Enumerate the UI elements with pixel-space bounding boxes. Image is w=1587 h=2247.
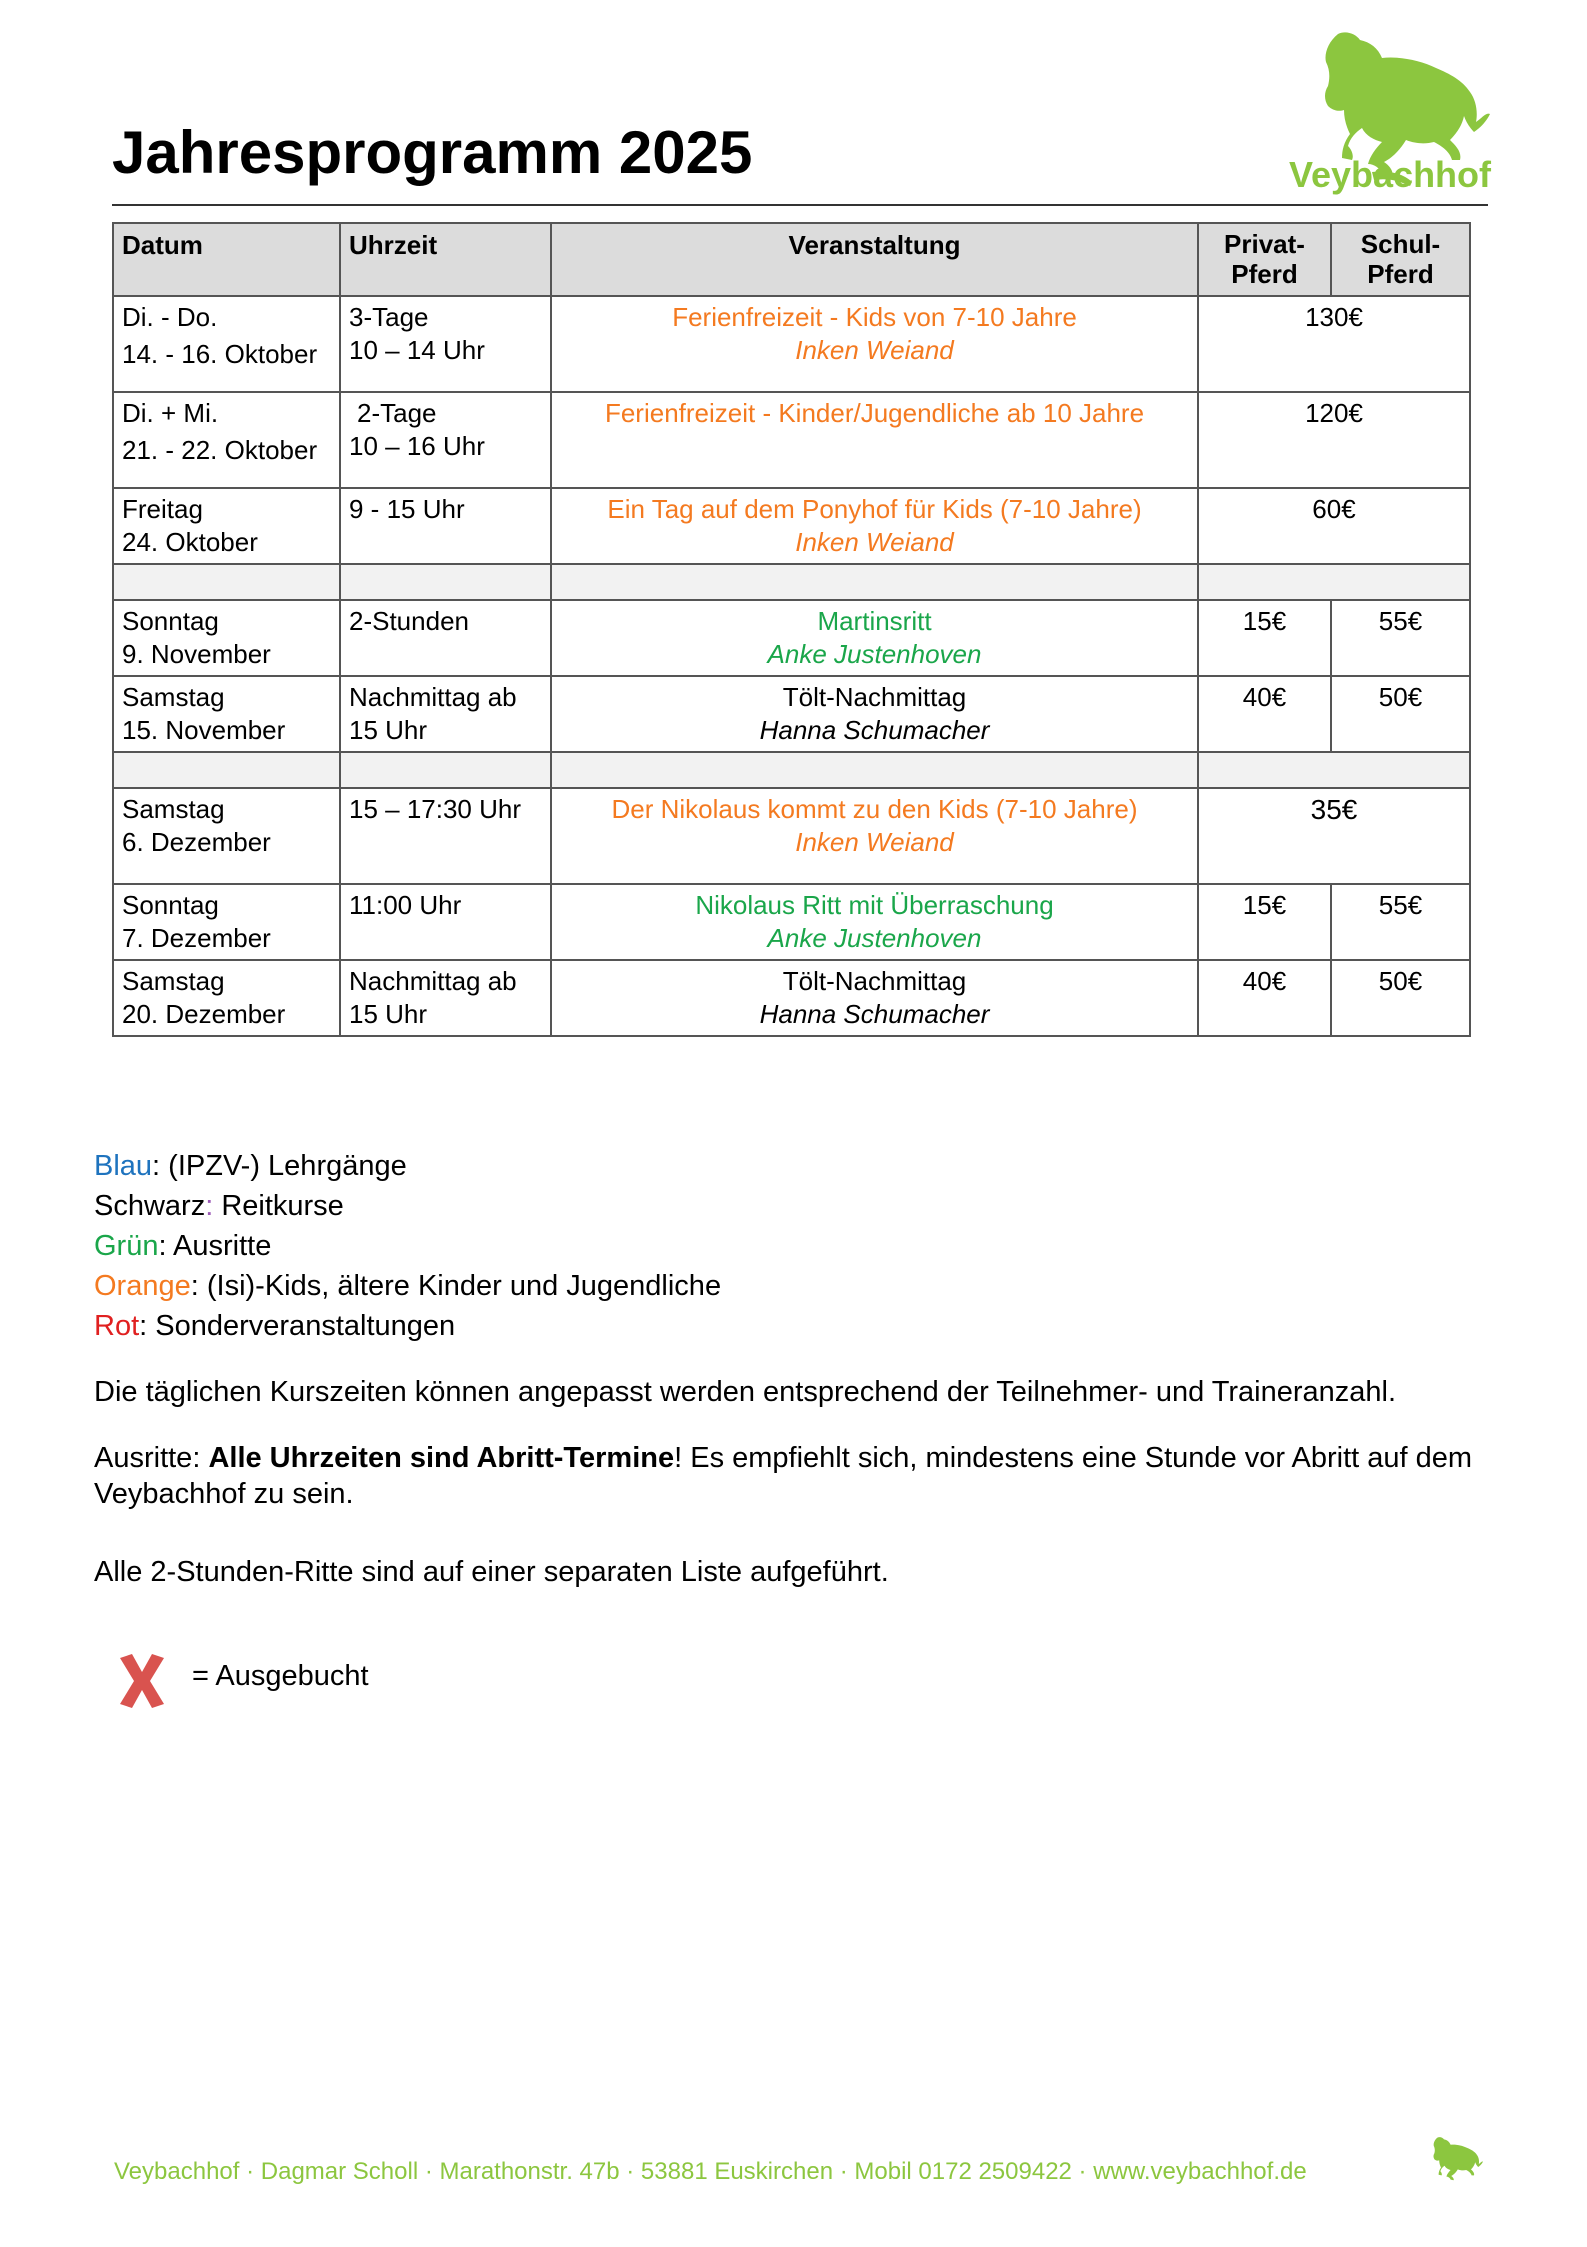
booked-label: = Ausgebucht: [192, 1660, 369, 1692]
row-date: 21. - 22. Oktober: [122, 435, 318, 465]
header-privat-pferd: Privat- Pferd: [1198, 223, 1331, 296]
legend-text: Sonderveranstaltungen: [147, 1310, 456, 1342]
row-date: 7. Dezember: [122, 923, 271, 953]
table-spacer-row: [113, 564, 1470, 600]
row-time: Nachmittag ab: [349, 966, 517, 996]
privat-price: 15€: [1198, 884, 1331, 960]
logo-wordmark: Veybachhof: [1288, 154, 1492, 195]
legend-item-rot: [94, 1306, 721, 1346]
row-time: 2-Stunden: [349, 606, 469, 636]
footer-address: Veybachhof · Dagmar Scholl · Marathonstr. 47b · 53881 Euskirchen · Mobil 0172 2509422 · www.veybachhof.de: [114, 2158, 1307, 2185]
event-title: Nikolaus Ritt mit Überraschung: [695, 890, 1054, 920]
legend-item-schwarz: [94, 1186, 721, 1226]
legend-item-gruen: [94, 1226, 721, 1266]
row-date: 14. - 16. Oktober: [122, 339, 318, 369]
legend-key: Schwarz: [94, 1190, 206, 1222]
row-day: Sonntag: [122, 606, 219, 636]
header-veranstaltung: Veranstaltung: [551, 223, 1198, 296]
row-time: 9 - 15 Uhr: [349, 494, 465, 524]
event-title: Tölt-Nachmittag: [782, 966, 967, 996]
legend-sep: :: [205, 1190, 214, 1222]
header-datum: Datum: [113, 223, 340, 296]
row-time-detail: 10 – 16 Uhr: [349, 431, 485, 461]
note-zwei-stunden: Alle 2-Stunden-Ritte sind auf einer separaten Liste aufgeführt.: [94, 1556, 889, 1588]
event-price: 120€: [1198, 392, 1470, 488]
row-date: 20. Dezember: [122, 999, 286, 1029]
legend-key: Grün: [94, 1230, 159, 1262]
event-person: Inken Weiand: [795, 827, 954, 857]
legend-text: (Isi)-Kids, ältere Kinder und Jugendliche: [198, 1270, 722, 1302]
legend-sep: :: [190, 1270, 199, 1302]
row-time-detail: 15 Uhr: [349, 715, 428, 745]
event-person: Anke Justenhoven: [767, 923, 982, 953]
row-time: 2-Tage: [357, 398, 437, 428]
table-header-row: [113, 223, 1470, 296]
table-row: [113, 676, 1470, 752]
row-day: Di. - Do.: [122, 302, 218, 332]
table-spacer-row: [113, 752, 1470, 788]
event-person: Anke Justenhoven: [767, 639, 982, 669]
footer-horse-icon: [1418, 2134, 1488, 2188]
row-day: Sonntag: [122, 890, 219, 920]
row-date: 24. Oktober: [122, 527, 258, 557]
event-title: Ferienfreizeit - Kids von 7-10 Jahre: [672, 302, 1077, 332]
row-time: 3-Tage: [349, 302, 429, 332]
legend-text: Reitkurse: [213, 1190, 344, 1222]
event-price: 60€: [1198, 488, 1470, 564]
row-date: 15. November: [122, 715, 286, 745]
event-title: Tölt-Nachmittag: [782, 682, 967, 712]
privat-price: 15€: [1198, 600, 1331, 676]
event-title: Ferienfreizeit - Kinder/Jugendliche ab 10 Jahre: [604, 398, 1145, 428]
table-row: [113, 392, 1470, 488]
row-date: 6. Dezember: [122, 827, 271, 857]
header-schul-pferd: Schul- Pferd: [1331, 223, 1470, 296]
color-legend: [94, 1146, 721, 1346]
legend-item-orange: [94, 1266, 721, 1306]
note-kurszeiten: Die täglichen Kurszeiten können angepasst werden entsprechend der Teilnehmer- und Traineranzahl.: [94, 1376, 1397, 1408]
legend-sep: :: [152, 1150, 161, 1182]
title-divider: [112, 204, 1488, 206]
page-title: Jahresprogramm 2025: [112, 119, 753, 186]
privat-price: 40€: [1198, 676, 1331, 752]
row-time: 11:00 Uhr: [349, 890, 462, 920]
schul-price: 50€: [1331, 960, 1470, 1036]
event-person: Hanna Schumacher: [759, 715, 990, 745]
legend-key: Blau: [94, 1150, 153, 1182]
event-person: Inken Weiand: [795, 335, 954, 365]
booked-x-icon: [116, 1652, 168, 1710]
row-day: Di. + Mi.: [122, 398, 219, 428]
legend-text: (IPZV-) Lehrgänge: [160, 1150, 407, 1182]
event-person: Inken Weiand: [795, 527, 954, 557]
row-day: Samstag: [122, 682, 225, 712]
event-title: Der Nikolaus kommt zu den Kids (7-10 Jahre): [611, 794, 1138, 824]
legend-key: Rot: [94, 1310, 140, 1342]
event-price: 130€: [1198, 296, 1470, 392]
row-day: Samstag: [122, 966, 225, 996]
event-title: Martinsritt: [817, 606, 932, 636]
table-row: [113, 296, 1470, 392]
event-person: Hanna Schumacher: [759, 999, 990, 1029]
table-row: [113, 960, 1470, 1036]
table-row: [113, 788, 1470, 884]
table-row: [113, 600, 1470, 676]
schul-price: 50€: [1331, 676, 1470, 752]
row-time-detail: 15 Uhr: [349, 999, 428, 1029]
legend-item-blau: [94, 1146, 721, 1186]
legend-sep: :: [139, 1310, 148, 1342]
table-row: [113, 488, 1470, 564]
note-ausritte-rest: ! Es empfiehlt sich, mindestens eine Stunde vor Abritt auf dem Veybachhof zu sein.: [94, 1442, 1473, 1510]
header-uhrzeit: Uhrzeit: [340, 223, 551, 296]
legend-key: Orange: [94, 1270, 191, 1302]
schul-price: 55€: [1331, 884, 1470, 960]
privat-price: 40€: [1198, 960, 1331, 1036]
note-ausritte-bold: Alle Uhrzeiten sind Abritt-Termine: [208, 1442, 675, 1474]
program-table: [112, 222, 1471, 1037]
row-time: Nachmittag ab: [349, 682, 517, 712]
event-title: Ein Tag auf dem Ponyhof für Kids (7-10 Jahre): [607, 494, 1142, 524]
row-time-detail: 10 – 14 Uhr: [349, 335, 485, 365]
table-row: [113, 884, 1470, 960]
note-ausritte: [94, 1440, 1494, 1512]
note-ausritte-prefix: Ausritte:: [94, 1442, 209, 1474]
legend-sep: :: [158, 1230, 167, 1262]
row-day: Samstag: [122, 794, 225, 824]
event-price: 35€: [1198, 788, 1470, 884]
schul-price: 55€: [1331, 600, 1470, 676]
legend-text: Ausritte: [166, 1230, 272, 1262]
row-date: 9. November: [122, 639, 271, 669]
row-time: 15 – 17:30 Uhr: [349, 794, 522, 824]
row-day: Freitag: [122, 494, 203, 524]
